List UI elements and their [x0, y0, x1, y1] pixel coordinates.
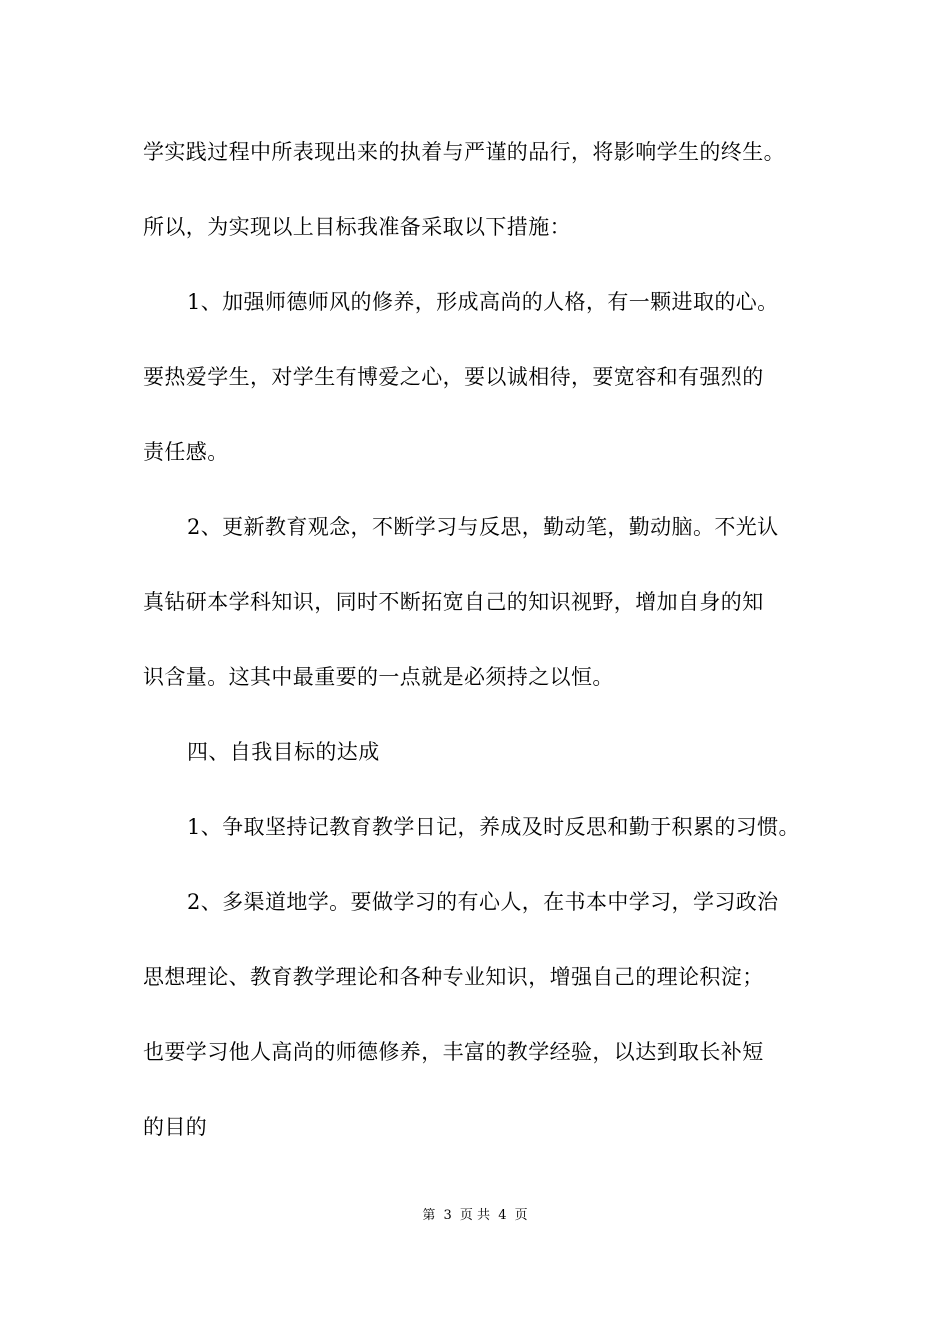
text-line: 1、加强师德师风的修养，形成高尚的人格，有一颗进取的心。 [187, 290, 779, 314]
page-footer [0, 1207, 950, 1225]
text-line: 2、更新教育观念，不断学习与反思，勤动笔，勤动脑。不光认 [187, 515, 779, 539]
text-line: 真钻研本学科知识，同时不断拓宽自己的知识视野，增加自身的知 [143, 590, 764, 614]
text-line: 要热爱学生，对学生有博爱之心，要以诚相待，要宽容和有强烈的 [143, 365, 764, 389]
text-line: 也要学习他人高尚的师德修养，丰富的教学经验，以达到取长补短 [143, 1040, 764, 1064]
footer-total-pages: 4 [498, 1208, 507, 1223]
text-line: 2、多渠道地学。要做学习的有心人，在书本中学习，学习政治 [187, 890, 779, 914]
text-line: 责任感。 [143, 440, 229, 464]
footer-current-page: 3 [443, 1208, 452, 1223]
text-line: 所以，为实现以上目标我准备采取以下措施： [143, 215, 571, 239]
text-line: 思想理论、教育教学理论和各种专业知识，增强自己的理论积淀； [143, 965, 764, 989]
footer-prefix: 第 [422, 1208, 436, 1223]
text-line: 的目的 [143, 1115, 208, 1139]
section-heading: 四、自我目标的达成 [187, 740, 380, 764]
text-line: 识含量。这其中最重要的一点就是必须持之以恒。 [143, 665, 614, 689]
footer-suffix: 页 [514, 1208, 528, 1223]
text-line: 学实践过程中所表现出来的执着与严谨的品行，将影响学生的终生。 [143, 140, 785, 164]
footer-middle: 页 共 [459, 1208, 491, 1223]
text-line: 1、争取坚持记教育教学日记，养成及时反思和勤于积累的习惯。 [187, 815, 800, 839]
